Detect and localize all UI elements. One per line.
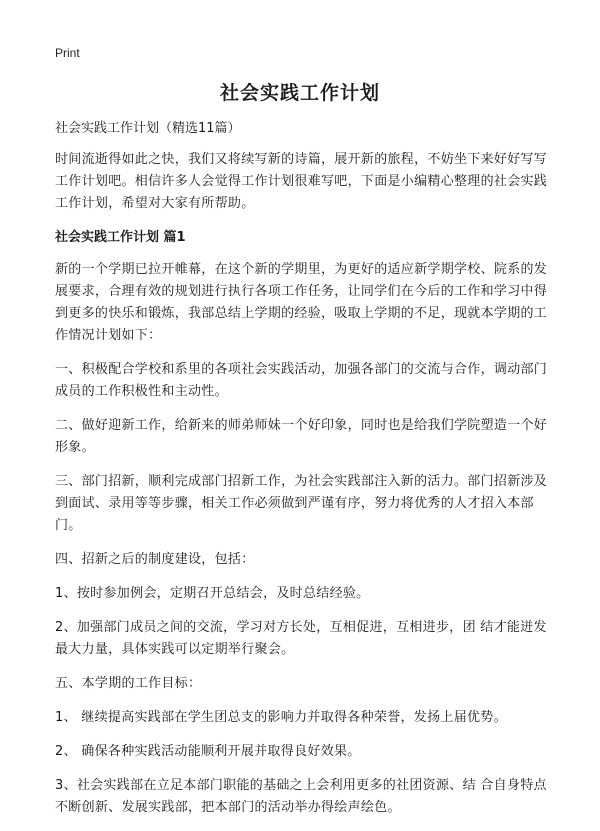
section-heading: 社会实践工作计划 篇1 bbox=[55, 230, 186, 245]
paragraph: 新的一个学期已拉开帷幕，在这个新的学期里，为更好的适应新学期学校、院系的发展要求，合理有效的规划进行执行各项工作任务，让同学们在今后的工作和学习中得到更多的快乐和锻炼，我部总结上学期的经验，吸取上学期的不足，现就本学期的工作情况计划如下： bbox=[55, 262, 548, 343]
paragraph: 3、社会实践部在立足本部门职能的基础之上会利用更多的社团资源、结 合自身特点不断创新、发展实践部，把本部门的活动举办得绘声绘色。 bbox=[55, 778, 547, 815]
paragraph: 三、部门招新，顺利完成部门招新工作，为社会实践部注入新的活力。部门招新涉及到面试、录用等等步骤，相关工作必须做到严谨有序，努力将优秀的人才招入本部门。 bbox=[55, 474, 548, 533]
print-link[interactable]: Print bbox=[55, 46, 80, 60]
paragraph: 五、本学期的工作目标： bbox=[55, 676, 202, 691]
document-subtitle: 社会实践工作计划（精选11篇） bbox=[55, 121, 241, 136]
intro-paragraph: 时间流逝得如此之快，我们又将续写新的诗篇，展开新的旅程，不妨坐下来好好写写工作计划吧。相信许多人会觉得工作计划很难写吧，下面是小编精心整理的社会实践工作计划，希望对大家有所帮助。 bbox=[55, 152, 548, 211]
document-body bbox=[55, 118, 557, 831]
paragraph: 一、积极配合学校和系里的各项社会实践活动，加强各部门的交流与合作，调动部门成员的工作积极性和主动性。 bbox=[55, 362, 548, 399]
paragraph: 四、招新之后的制度建设，包括： bbox=[55, 552, 255, 567]
paragraph: 2、 确保各种实践活动能顺利开展并取得良好效果。 bbox=[55, 744, 361, 759]
page-title: 社会实践工作计划 bbox=[219, 82, 380, 104]
paragraph: 二、做好迎新工作，给新来的师弟师妹一个好印象，同时也是给我们学院塑造一个好形象。 bbox=[55, 418, 548, 455]
paragraph: 1、 继续提高实践部在学生团总支的影响力并取得各种荣誉，发扬上届优势。 bbox=[55, 710, 507, 725]
paragraph: 2、加强部门成员之间的交流，学习对方长处，互相促进，互相进步，团 结才能迸发最大力量，具体实践可以定期举行聚会。 bbox=[55, 620, 547, 657]
paragraph: 1、按时参加例会，定期召开总结会，及时总结经验。 bbox=[55, 586, 370, 601]
